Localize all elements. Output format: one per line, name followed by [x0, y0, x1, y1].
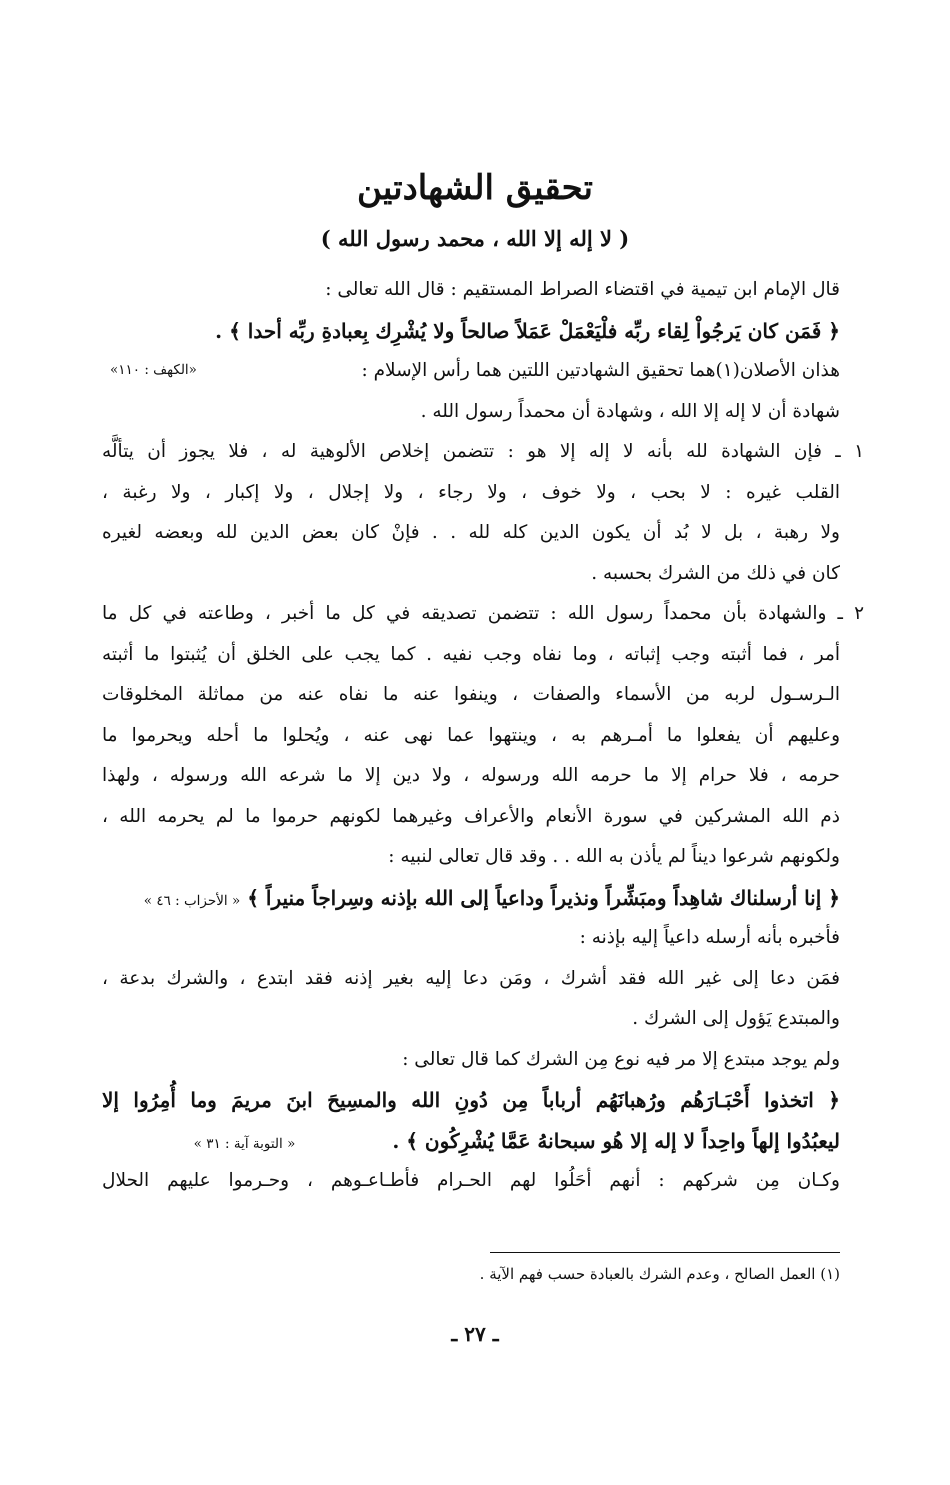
- verse-citation: « التوبة آية : ٣١ »: [193, 1135, 296, 1152]
- numbered-point-2: ٢ ـ والشهادة بأن محمداً رسول الله : تتضمن تصديقه في كل ما أخبر ، وطاعته في كل ما: [102, 603, 864, 624]
- text-line: الـرسـول لربه من الأسماء والصفات ، وينفوا عنه ما نفاه عنه من مماثلة المخلوقات: [102, 684, 840, 705]
- text-line: هذان الأصلان(١)هما تحقيق الشهادتين اللتين هما رأس الإسلام :: [361, 360, 840, 381]
- verse-citation: «الكهف : ١١٠»: [110, 362, 197, 378]
- text-line: ذم الله المشركين في سورة الأنعام والأعراف وغيرهما لكونهم حرموا ما لم يحرمه الله ،: [102, 805, 840, 827]
- quran-verse-line: [102, 1121, 840, 1162]
- quran-verse-line: ﴿ فَمَن كان يَرجُواْ لِقاء ربِّه فلْيَعْمَلْ عَمَلاً صالحاً ولا يُشْرِك بِعبادةِ ربِّه أحدا ﴾ .: [215, 318, 840, 343]
- verse-text: ليعبُدُوا إلهاً واحِداً لا إله إلا هُو سبحانهُ عَمَّا يُشْرِكُون ﴾ .: [392, 1128, 840, 1153]
- footnote-divider: [490, 1252, 840, 1253]
- main-text: [102, 270, 864, 1202]
- numbered-point-1: ١ ـ فإن الشهادة لله بأنه لا إله إلا هو : تتضمن إخلاص الألوهية له ، فلا يجوز أن يتألَّه: [102, 441, 864, 462]
- text-line: وكـان مِن شركهم : أنهم أحَلُوا لهم الحـرام فأطـاعـوهم ، وحـرموا عليهم الحلال: [102, 1170, 840, 1191]
- text-line: ولكونهم شرعوا ديناً لم يأذن به الله . . وقد قال تعالى لنبيه :: [388, 846, 840, 867]
- text-line: حرمه ، فلا حرام إلا ما حرمه الله ورسوله ، ولا دين إلا ما شرعه الله ورسوله ، ولهذا: [102, 765, 840, 786]
- quran-verse-line: [102, 878, 840, 919]
- footnote: (١) العمل الصالح ، وعدم الشرك بالعبادة حسب فهم الآية .: [479, 1265, 840, 1283]
- text-line: والمبتدع يَؤول إلى الشرك .: [632, 1008, 840, 1029]
- verse-text: ﴿ إنا أرسلناك شاهِداً ومبَشِّراً ونذيراً وداعياً إلى الله بإذنه وسِراجاً منيراً ﴾: [247, 885, 840, 910]
- text-line: أمر ، فما أثبته وجب إثباته ، وما نفاه وجب نفيه . كما يجب على الخلق أن يُثبتوا ما أثبته: [102, 643, 840, 665]
- text-line: القلب غيره : لا بحب ، ولا خوف ، ولا رجاء ، ولا إجلال ، ولا إكبار ، ولا رغبة ،: [102, 481, 840, 503]
- text-line: ولم يوجد مبتدع إلا مر فيه نوع مِن الشرك كما قال تعالى :: [402, 1048, 840, 1070]
- page-number: ـ ٢٧ ـ: [451, 1322, 499, 1346]
- text-line: ولا رهبة ، بل لا بُد أن يكون الدين كله لله . . فإنْ كان بعض الدين لله وبعضه لغيره: [102, 522, 840, 543]
- verse-citation: « الأحزاب : ٤٦ »: [143, 892, 241, 909]
- text-line: قال الإمام ابن تيمية في اقتضاء الصراط المستقيم : قال الله تعالى :: [325, 279, 840, 300]
- text-line: وعليهم أن يفعلوا ما أمـرهم به ، وينتهوا عما نهى عنه ، ويُحلوا ما أحله ويحرموا ما: [102, 724, 840, 746]
- text-line: فأخبره بأنه أرسله داعياً إليه بإذنه :: [579, 927, 840, 948]
- quran-verse-line: ﴿ اتخذوا أَحْبَـارَهُم ورُهبانَهُم أرباباً مِن دُونِ الله والمسِيحَ ابنَ مريمَ وما أُمِرُوا إلا: [102, 1088, 840, 1112]
- page-subtitle: ( لا إله إلا الله ، محمد رسول الله ): [320, 226, 630, 251]
- text-line: كان في ذلك من الشرك بحسبه .: [591, 562, 840, 584]
- text-line: فمَن دعا إلى غير الله فقد أشرك ، ومَن دعا إليه بغير إذنه فقد ابتدع ، والشرك بدعة ،: [102, 967, 840, 989]
- text-line: شهادة أن لا إله إلا الله ، وشهادة أن محمداً رسول الله .: [420, 400, 840, 422]
- page-title: تحقيق الشهادتين: [357, 168, 593, 208]
